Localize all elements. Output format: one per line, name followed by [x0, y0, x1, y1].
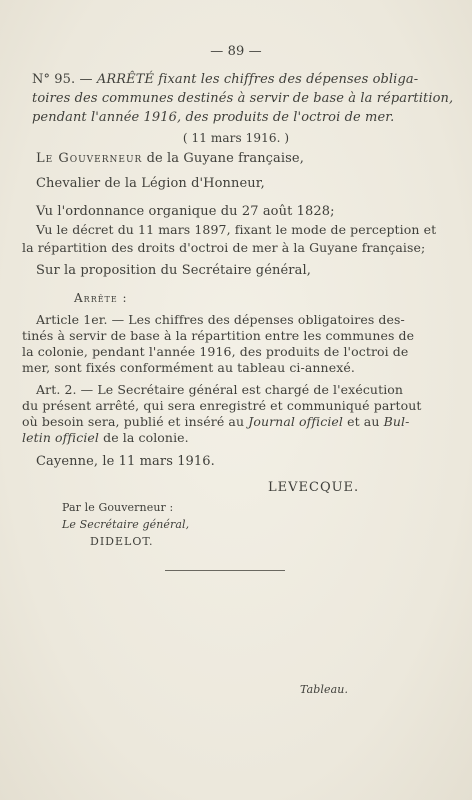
arrete-number: N° 95. — [32, 72, 76, 87]
considerant-2-line-1: Vu le décret du 11 mars 1897, fixant le mode de perception et — [36, 222, 437, 237]
secretaire-general: Le Secrétaire général, — [62, 518, 190, 531]
place-date: Cayenne, le 11 mars 1916. — [36, 454, 215, 469]
date-subtitle: ( 11 mars 1916. ) — [182, 131, 290, 145]
arrete-title-start: — ARRÊTÉ fixant les chiffres des dépenses obliga- — [79, 72, 419, 87]
signatory-secretary: DIDELOT. — [90, 535, 154, 548]
article-1-line-2: tinés à servir de base à la répartition entre les communes de — [22, 328, 415, 343]
article-1-line-1: Article 1er. — Les chiffres des dépenses obligatoires des- — [36, 312, 405, 327]
considerant-2-line-2: la répartition des droits d'octroi de mer à la Guyane française; — [22, 240, 426, 255]
page-number: — 89 — — [210, 44, 262, 59]
article-1-line-4: mer, sont fixés conformément au tableau ci-annexé. — [22, 360, 355, 375]
journal-officiel: Journal officiel — [248, 414, 344, 429]
governor-title: Le Gouverneur — [36, 151, 143, 166]
signatory-governor: LEVECQUE. — [268, 480, 360, 495]
article-2-line-3: où besoin sera, publié et inséré au Journal officiel et au Bul- — [22, 414, 410, 429]
considerant-3: Sur la proposition du Secrétaire général, — [36, 263, 311, 278]
governor-of: de la Guyane française, — [146, 151, 304, 166]
title-line-1 — [32, 72, 418, 88]
article-2-line-4: letin officiel de la colonie. — [22, 430, 189, 445]
article-2-line-1: Art. 2. — Le Secrétaire général est chargé de l'exécution — [36, 382, 404, 397]
article-1-line-3: la colonie, pendant l'année 1916, des produits de l'octroi de — [22, 344, 409, 359]
par-le-gouverneur: Par le Gouverneur : — [62, 501, 174, 514]
article-2-line-2: du présent arrêté, qui sera enregistré et communiqué partout — [22, 398, 422, 413]
title-line-2: toires des communes destinés à servir de base à la répartition, — [32, 91, 454, 106]
title-line-3: pendant l'année 1916, des produits de l'octroi de mer. — [32, 110, 395, 125]
bulletin-officiel: letin officiel — [22, 430, 100, 445]
separator-rule — [165, 570, 285, 571]
catchword: Tableau. — [300, 683, 349, 696]
arrete-heading: Arrête : — [74, 291, 128, 305]
governor-line — [36, 151, 304, 167]
considerant-1: Vu l'ordonnance organique du 27 août 1828; — [36, 204, 335, 219]
legion-line: Chevalier de la Légion d'Honneur, — [36, 176, 265, 191]
